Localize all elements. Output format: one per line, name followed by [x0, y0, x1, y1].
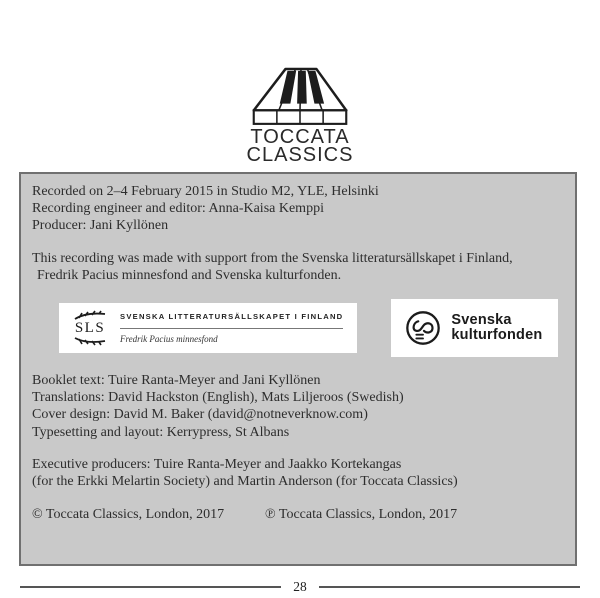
production-line: Translations: David Hackston (English), Mats Liljeroos (Swedish): [32, 390, 404, 406]
copyright-row: [32, 506, 565, 523]
sls-subtitle: Fredrik Pacius minnesfond: [120, 334, 218, 345]
toccata-classics-logo: [0, 62, 600, 164]
recording-line: Producer: Jani Kyllönen: [32, 218, 169, 234]
recording-line: Recorded on 2–4 February 2015 in Studio M2, YLE, Helsinki: [32, 184, 379, 199]
executive-credits: [32, 456, 565, 490]
production-line: Typesetting and layout: Kerrypress, St Albans: [32, 424, 290, 440]
recording-credits: [32, 183, 565, 235]
sls-name: SVENSKA LITTERATURSÄLLSKAPET I FINLAND: [120, 308, 343, 329]
piano-keyboard-icon: [247, 62, 353, 126]
executive-line: (for the Erkki Melartin Society) and Martin Anderson (for Toccata Classics): [32, 474, 458, 490]
support-line: Fredrik Pacius minnesfond and Svenska kulturfonden.: [37, 267, 342, 283]
toccata-wordmark: [247, 128, 354, 164]
support-line: This recording was made with support from the Svenska litteratursällskapet i Finland,: [32, 250, 513, 266]
toccata-wordmark-line2: CLASSICS: [246, 144, 354, 166]
recording-line: Recording engineer and editor: Anna-Kaisa Kemppi: [32, 201, 324, 217]
sls-abbr: SLS: [74, 320, 106, 337]
kulturfonden-line2: kulturfonden: [451, 327, 543, 344]
sls-logo: [59, 303, 357, 353]
production-line: Cover design: David M. Baker (david@notneverknow.com): [32, 407, 368, 423]
sponsor-logos-row: [32, 299, 565, 357]
phonogram-notice: ℗ Toccata Classics, London, 2017: [265, 507, 458, 523]
toccata-wordmark-line1: TOCCATA: [250, 126, 350, 148]
support-note: [32, 250, 565, 284]
kulturfonden-knot-icon: [404, 309, 442, 347]
page-number: 28: [293, 579, 307, 594]
sls-text: [120, 308, 343, 348]
footer-rule-left: [20, 586, 281, 588]
kulturfonden-text: [451, 313, 542, 344]
sls-laurel-bottom-icon: [72, 335, 108, 346]
kulturfonden-line1: Svenska: [451, 311, 512, 328]
production-line: Booklet text: Tuire Ranta-Meyer and Jani Kyllönen: [32, 373, 321, 389]
copyright-notice: © Toccata Classics, London, 2017: [32, 507, 225, 523]
kulturfonden-logo: [391, 299, 558, 357]
sls-emblem: [69, 310, 111, 346]
production-credits: [32, 372, 565, 441]
page-footer: [20, 578, 580, 596]
credits-panel: [19, 172, 577, 566]
footer-rule-right: [319, 586, 580, 588]
executive-line: Executive producers: Tuire Ranta-Meyer and Jaakko Kortekangas: [32, 456, 402, 472]
